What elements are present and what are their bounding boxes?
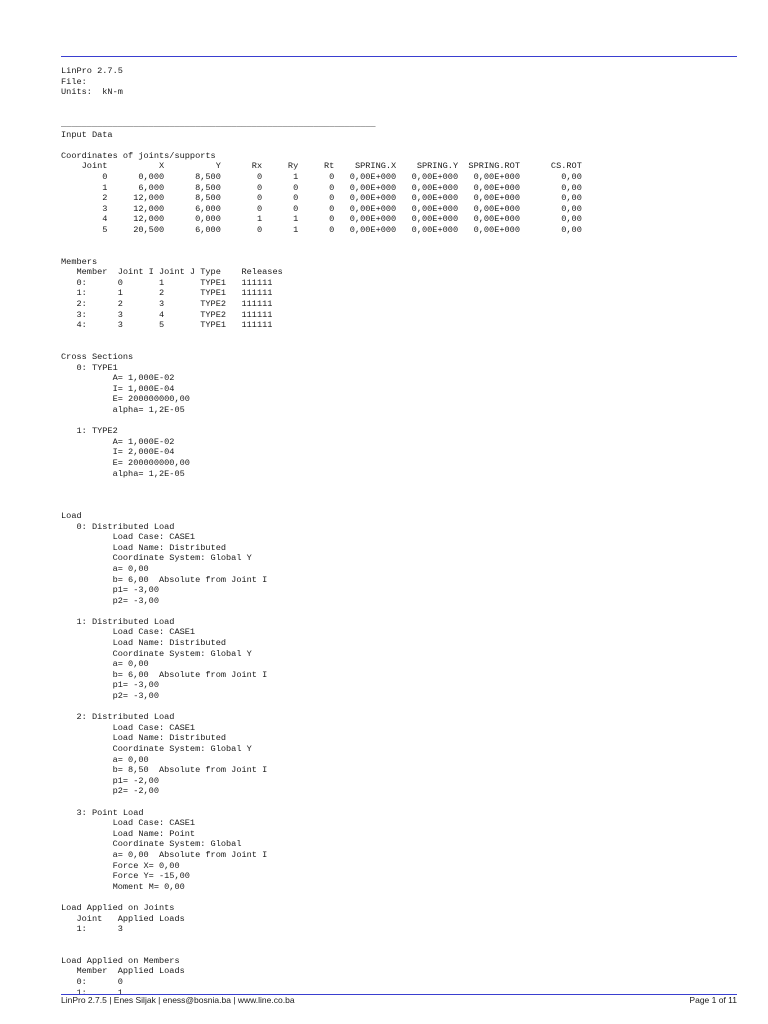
blank-line bbox=[61, 935, 768, 946]
load-prop: p1= -3,00 bbox=[61, 680, 159, 691]
joint-load-row: 1: 3 bbox=[61, 924, 123, 935]
load-prop: a= 0,00 Absolute from Joint I bbox=[61, 849, 268, 860]
load-prop: Coordinate System: Global bbox=[61, 839, 242, 850]
blank-line bbox=[61, 797, 768, 808]
load-prop: Load Case: CASE1 bbox=[61, 818, 196, 829]
cross-sections-title: Cross Sections bbox=[61, 352, 134, 363]
load-name: 0: Distributed Load bbox=[61, 521, 175, 532]
coordinates-row: 2 12,000 8,500 0 0 0 0,00E+000 0,00E+000 0,00E+000 0,00 bbox=[61, 193, 582, 204]
load-prop: p2= -3,00 bbox=[61, 595, 159, 606]
load-prop: Coordinate System: Global Y bbox=[61, 648, 252, 659]
blank-line bbox=[61, 500, 768, 511]
joint-loads-header: Joint Applied Loads bbox=[61, 913, 185, 924]
member-row: 4: 3 5 TYPE1 111111 bbox=[61, 320, 273, 331]
blank-line bbox=[61, 416, 768, 427]
cross-section-prop: A= 1,000E-02 bbox=[61, 436, 175, 447]
joint-loads-title: Load Applied on Joints bbox=[61, 902, 175, 913]
cross-section-prop: I= 2,000E-04 bbox=[61, 447, 175, 458]
load-prop: Load Case: CASE1 bbox=[61, 722, 196, 733]
blank-line bbox=[61, 98, 768, 109]
member-loads-header: Member Applied Loads bbox=[61, 966, 185, 977]
report-body bbox=[61, 66, 768, 998]
blank-line bbox=[61, 331, 768, 342]
load-prop: b= 6,00 Absolute from Joint I bbox=[61, 669, 268, 680]
load-prop: a= 0,00 bbox=[61, 563, 149, 574]
member-row: 3: 3 4 TYPE2 111111 bbox=[61, 309, 273, 320]
member-load-row: 0: 0 bbox=[61, 977, 123, 988]
member-loads-section bbox=[61, 956, 768, 998]
blank-line bbox=[61, 945, 768, 956]
blank-line bbox=[61, 702, 768, 713]
blank-line bbox=[61, 341, 768, 352]
input-data-title: Input Data bbox=[61, 129, 113, 140]
file-label: File: bbox=[61, 76, 87, 87]
load-name: 2: Distributed Load bbox=[61, 712, 175, 723]
coordinates-row: 1 6,000 8,500 0 0 0 0,00E+000 0,00E+000 0,00E+000 0,00 bbox=[61, 182, 582, 193]
load-prop: Force X= 0,00 bbox=[61, 860, 180, 871]
blank-line bbox=[61, 246, 768, 257]
coordinates-row: 0 0,000 8,500 0 1 0 0,00E+000 0,00E+000 0,00E+000 0,00 bbox=[61, 171, 582, 182]
members-header: Member Joint I Joint J Type Releases bbox=[61, 267, 283, 278]
load-name: 1: Distributed Load bbox=[61, 616, 175, 627]
units-label: Units: kN-m bbox=[61, 87, 123, 98]
member-load-row: 1: 1 bbox=[61, 987, 123, 998]
header-rule bbox=[61, 56, 737, 57]
coordinates-row: 4 12,000 0,000 1 1 0 0,00E+000 0,00E+000 0,00E+000 0,00 bbox=[61, 214, 582, 225]
cross-section-prop: E= 200000000,00 bbox=[61, 394, 190, 405]
load-prop: b= 8,50 Absolute from Joint I bbox=[61, 765, 268, 776]
load-prop: Load Name: Distributed bbox=[61, 542, 227, 553]
blank-line bbox=[61, 606, 768, 617]
load-prop: Force Y= -15,00 bbox=[61, 871, 190, 882]
blank-line bbox=[61, 892, 768, 903]
load-prop: p2= -2,00 bbox=[61, 786, 159, 797]
blank-line bbox=[61, 236, 768, 247]
blank-line bbox=[61, 479, 768, 490]
load-name: 3: Point Load bbox=[61, 807, 144, 818]
cross-section-name: 1: TYPE2 bbox=[61, 426, 118, 437]
cross-sections-section bbox=[61, 352, 768, 479]
member-row: 1: 1 2 TYPE1 111111 bbox=[61, 288, 273, 299]
load-prop: Coordinate System: Global Y bbox=[61, 553, 252, 564]
load-prop: Coordinate System: Global Y bbox=[61, 744, 252, 754]
cross-section-prop: E= 200000000,00 bbox=[61, 457, 190, 468]
member-row: 0: 0 1 TYPE1 111111 bbox=[61, 277, 273, 288]
load-prop: p2= -3,00 bbox=[61, 691, 159, 702]
joint-loads-section bbox=[61, 903, 768, 935]
member-row: 2: 2 3 TYPE2 111111 bbox=[61, 299, 273, 310]
page-number: Page 1 of 11 bbox=[689, 995, 737, 1005]
members-title: Members bbox=[61, 256, 98, 267]
cross-section-prop: I= 1,000E-04 bbox=[61, 383, 175, 394]
coordinates-section bbox=[61, 151, 768, 236]
cross-section-prop: alpha= 1,2E-05 bbox=[61, 468, 185, 479]
load-prop: a= 0,00 bbox=[61, 754, 149, 765]
load-prop: Load Case: CASE1 bbox=[61, 532, 196, 543]
program-name: LinPro 2.7.5 bbox=[61, 66, 123, 76]
page-footer bbox=[61, 995, 737, 1007]
loads-section bbox=[61, 511, 768, 892]
blank-line bbox=[61, 490, 768, 501]
load-prop: Load Name: Distributed bbox=[61, 733, 227, 744]
coordinates-header: Joint X Y Rx Ry Rt SPRING.X SPRING.Y SPRING.ROT CS.ROT bbox=[61, 161, 582, 172]
cross-section-prop: A= 1,000E-02 bbox=[61, 373, 175, 384]
cross-section-name: 0: TYPE1 bbox=[61, 362, 118, 373]
blank-line bbox=[61, 108, 768, 119]
load-prop: p1= -3,00 bbox=[61, 585, 159, 596]
cross-section-prop: alpha= 1,2E-05 bbox=[61, 405, 185, 415]
load-prop: p1= -2,00 bbox=[61, 775, 159, 786]
footer-credits: LinPro 2.7.5 | Enes Siljak | eness@bosnia.ba | www.line.co.ba bbox=[61, 995, 295, 1005]
load-prop: Load Case: CASE1 bbox=[61, 627, 196, 638]
members-section bbox=[61, 257, 768, 331]
input-data-separator: _____________________________________________________________ bbox=[61, 118, 376, 129]
load-prop: Load Name: Point bbox=[61, 828, 196, 839]
load-prop: b= 6,00 Absolute from Joint I bbox=[61, 574, 268, 585]
coordinates-row: 3 12,000 6,000 0 0 0 0,00E+000 0,00E+000 0,00E+000 0,00 bbox=[61, 203, 582, 214]
member-loads-title: Load Applied on Members bbox=[61, 955, 180, 966]
load-prop: Load Name: Distributed bbox=[61, 638, 227, 649]
load-prop: Moment M= 0,00 bbox=[61, 881, 185, 892]
coordinates-title: Coordinates of joints/supports bbox=[61, 150, 216, 161]
blank-line bbox=[61, 140, 768, 151]
loads-title: Load bbox=[61, 510, 82, 521]
coordinates-row: 5 20,500 6,000 0 1 0 0,00E+000 0,00E+000 0,00E+000 0,00 bbox=[61, 224, 582, 235]
load-prop: a= 0,00 bbox=[61, 659, 149, 670]
